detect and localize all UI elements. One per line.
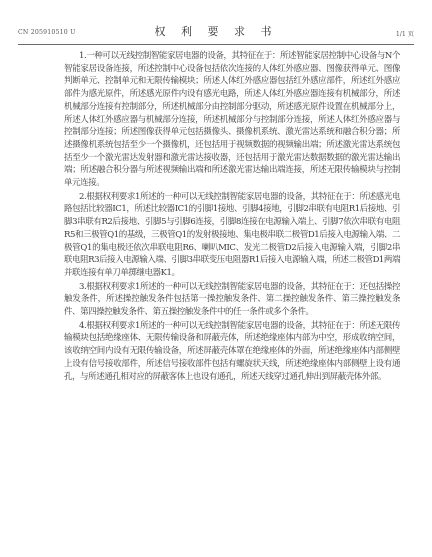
page-count: 1/1 页 [395, 31, 414, 38]
claim-4: 4.根据权利要求1所述的一种可以无线控制智能家居电器的设备，其特征在于：所述无限传输模块包括绝缘座体、无限传输设备和屏蔽壳体，所述绝缘座体内部为中空，形成收纳空间，该收纳空间内设有无限传输设备，所述屏蔽壳体罩在绝缘座体的外面，所述绝缘座体内部侧壁上设有信号接收部件，所述信号接收部件包括有螺旋状天线，所述绝缘座体内部侧壁上设有通孔，与所述通孔相对应的屏蔽客体上也设有通孔，所述天线穿过通孔伸出到屏蔽壳体外部。 [64, 320, 400, 382]
document-title: 权 利 要 求 书 [154, 25, 278, 38]
publication-number: CN 205910510 U [18, 29, 76, 36]
claim-3: 3.根据权利要求1所述的一种可以无线控制智能家居电器的设备，其特征在于：还包括操控触发条件，所述操控触发条件包括第一操控触发条件、第二操控触发条件、第三操控触发条件、第四操控触发条件、第五操控触发条件中的任一条件或多个条件。 [64, 281, 400, 318]
header-divider [18, 44, 414, 45]
claim-1: 1.一种可以无线控制智能家居电器的设备，其特征在于：所述智能家居控制中心设备与N个智能家居设备连接，所述控制中心设备包括依次连接的人体红外感应器、图像获得单元、图像判断单元、控制单元和无限传输模块；所述人体红外感应器包括红外感应部件，所述红外感应部件为感光原件，所述感光原件内设有感光电路，所述人体红外感应器连接有机械部分，所述机械部分连接有控制部分，所述机械部分由控制部分驱动，所述感光原件设置在机械部分上，所述人体红外感应器与机械部分连接，所述机械部分与控制部分连接，所述人体红外感应器与控制部分连接；所述图像获得单元包括摄像头、摄像机系统、激光雷达系统和融合积分器；所述摄像机系统包括至少一个摄像机，还包括用于视频数据的视频输出端；所述激光雷达系统包括至少一个激光雷达发射器和激光雷达接收器，还包括用于激光雷达数据数据的激光雷达输出端；所述融合积分器与所述视频输出端和所述激光雷达输出端连接，所述无限传输模块与控制单元连接。 [64, 51, 400, 189]
page-header [18, 20, 414, 44]
claim-2: 2.根据权利要求1所述的一种可以无线控制智能家居电器的设备，其特征在于：所述感光电路包括比较器IC1，所述比较器IC1的引脚1接地、引脚4接地，引脚2串联有电阻R1后接地、引脚3串联有R2后接地、引脚5与引脚6连接，引脚8连接在电源输入端上、引脚7依次串联有电阻R5和三极管Q1的基级，三极管Q1的发射极接地、集电极串联二极管D1后接入电源输入端、二极管Q1的集电极还依次串联电阻R6、喇叭MIC、发光二极管D2后接入电源输入端，引脚2串联电阻R3后接入电源输入端、引脚3串联变压电阻器R1后接入电源输入端，所述二极管D1两端并联连接有单刀单掷继电器K1。 [64, 191, 400, 278]
claims-body [64, 50, 400, 384]
